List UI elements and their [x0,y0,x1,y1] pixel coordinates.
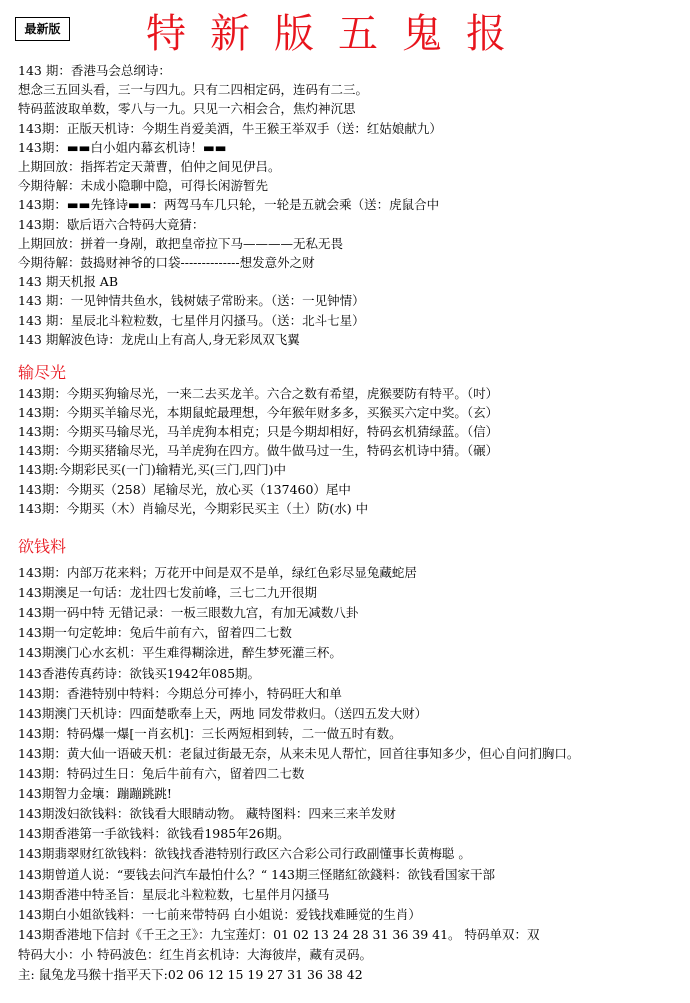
block3-line: 143期香港第一手欲钱料：欲钱看1985年26期。 [18,826,290,842]
block3-line: 143期泼妇欲钱料：欲钱看大眼睛动物。 藏特图料：四来三来羊发财 [18,806,396,822]
block2-line: 143期：今期买狗输尽光，一来二去买龙羊。六合之数有希望，虎猴要防有特平。（吋） [18,386,499,401]
block3-line: 143期曾道人说：“要钱去问汽车最怕什么？“ 143期三怪賭紅欲錢料：欲钱看国家干部 [18,866,495,882]
block1-line: 上期回放：指挥若定天萧曹，伯仲之间见伊吕。 [18,159,281,174]
block1-line: 上期回放：拼着一身剐，敢把皇帝拉下马————无私无畏 [18,235,344,251]
section-title-yuqianliao: 欲钱料 [18,537,67,556]
block1-line: 143 期：星辰北斗粒粒数，七星伴月闪搔马。（送：北斗七星） [18,312,365,328]
block1-line: 143 期解波色诗：龙虎山上有高人,身无彩凤双飞翼 [18,331,300,347]
block1-line: 特码蓝波取单数，零八与一九。只见一六相会合，焦灼神沉思 [18,101,356,117]
block1-line: 今期待解：鼓捣财神爷的口袋--------------想发意外之财 [18,255,315,270]
block3-line: 143期香港中特圣旨：星辰北斗粒粒数，七星伴月闪搔马 [18,886,330,902]
block1-line: 143 期：一见钟情共鱼水，钱树婊子常盼来。（送：一见钟情） [18,293,365,309]
edition-badge: 最新版 [15,17,70,41]
block3-line: 143期：香港特别中特料：今期总分可捧小，特码旺大和单 [18,685,342,701]
block3-line: 143期澳门心水玄机：平生难得糊涂进，醉生梦死灌三杯。 [18,645,342,661]
block1-line: 143 期：香港马会总纲诗： [18,63,171,78]
block3-line: 143期翡翠财红欲钱料：欲钱找香港特别行政区六合彩公司行政副懂事长黄梅聪 。 [18,846,471,862]
block2-line: 143期:今期彩民买(一门)输精光,买(三门,四门)中 [18,462,287,478]
block1-line: 想念三五回头看，三一与四九。只有二四相定码，连码有二三。 [18,82,369,98]
block3-line: 主: 鼠兔龙马猴十指平天下:02 06 12 15 19 27 31 36 38 42 [18,967,363,982]
block1-line: 143期：▬▬先锋诗▬▬：两驾马车几只轮，一轮是五就会乘（送：虎鼠合中 [18,197,440,213]
block1-line: 143期：▬▬白小姐内幕玄机诗！▬▬ [18,139,227,155]
block2-line: 143期：今期买马输尽光，马羊虎狗本相克；只是今期却相好，特码玄机猜绿蓝。（信） [18,424,499,440]
block2-line: 143期：今期买羊输尽光，本期鼠蛇最理想，今年猴年财多多，买猴买六定中奖。（玄） [18,405,499,421]
block1-line: 今期待解：未成小隐聊中隐，可得长闲游暂先 [18,178,269,194]
block3-line: 143期：特码过生日：兔后牛前有六，留着四二七数 [18,766,305,781]
block3-line: 143期：黄大仙一语破天机：老鼠过街最无奈，从来未见人帮忙，回首往事知多少，但心自问扪胸口。 [18,745,580,761]
block3-line: 143香港传真药诗：欲钱买1942年085期。 [18,665,261,681]
block3-line: 143期一句定乾坤：兔后牛前有六，留着四二七数 [18,625,292,641]
section-title-shuquanguang: 输尽光 [18,363,67,382]
block3-line: 特码大小：小 特码波色：红生肖玄机诗：大海彼岸，藏有灵码。 [18,946,372,962]
block1-line: 143期：歇后语六合特码大竟猜： [18,216,205,232]
page-title: 特新版五鬼报 [146,11,530,57]
block3-line: 143期智力金壤：蹦蹦跳跳! [18,786,172,802]
block1-line: 143期：正版天机诗：今期生肖爱美酒，牛王猴王举双手（送：红姑娘献九） [18,120,442,136]
block3-line: 143期：内部万花来料；万花开中间是双不是单，绿红色彩尽显兔藏蛇居 [18,565,417,580]
block2-line: 143期：今期买（木）肖输尽光，今期彩民买主（土）防(水) 中 [18,500,369,516]
block2-line: 143期：今期买（258）尾输尽光，放心买（137460）尾中 [18,481,351,497]
block3-line: 143期一码中特 无错记录：一板三眼数九宫，有加无减数八卦 [18,605,359,621]
block3-line: 143期澳门天机诗：四面楚歌奉上天，两地 同发带救归。（送四五发大财） [18,705,428,721]
block3-line: 143期澳足一句话：龙壮四七发前峰，三七二九开很期 [18,585,317,601]
block3-line: 143期白小姐欲钱料：一七前来带特码 白小姐说：爱钱找难睡觉的生肖） [18,906,421,922]
block1-line: 143 期天机报 AB [18,274,119,290]
block2-line: 143期：今期买猪输尽光，马羊虎狗在四方。做牛做马过一生，特码玄机诗中猜。（碾） [18,443,499,459]
block3-line: 143期：特码爆一爆[一肖玄机]：三长两短相到转，二一做五时有数。 [18,725,402,741]
block3-line: 143期香港地下信封《千王之王》：九宝莲灯：01 02 13 24 28 31 36 39 41。 特码单双：双 [18,926,540,942]
